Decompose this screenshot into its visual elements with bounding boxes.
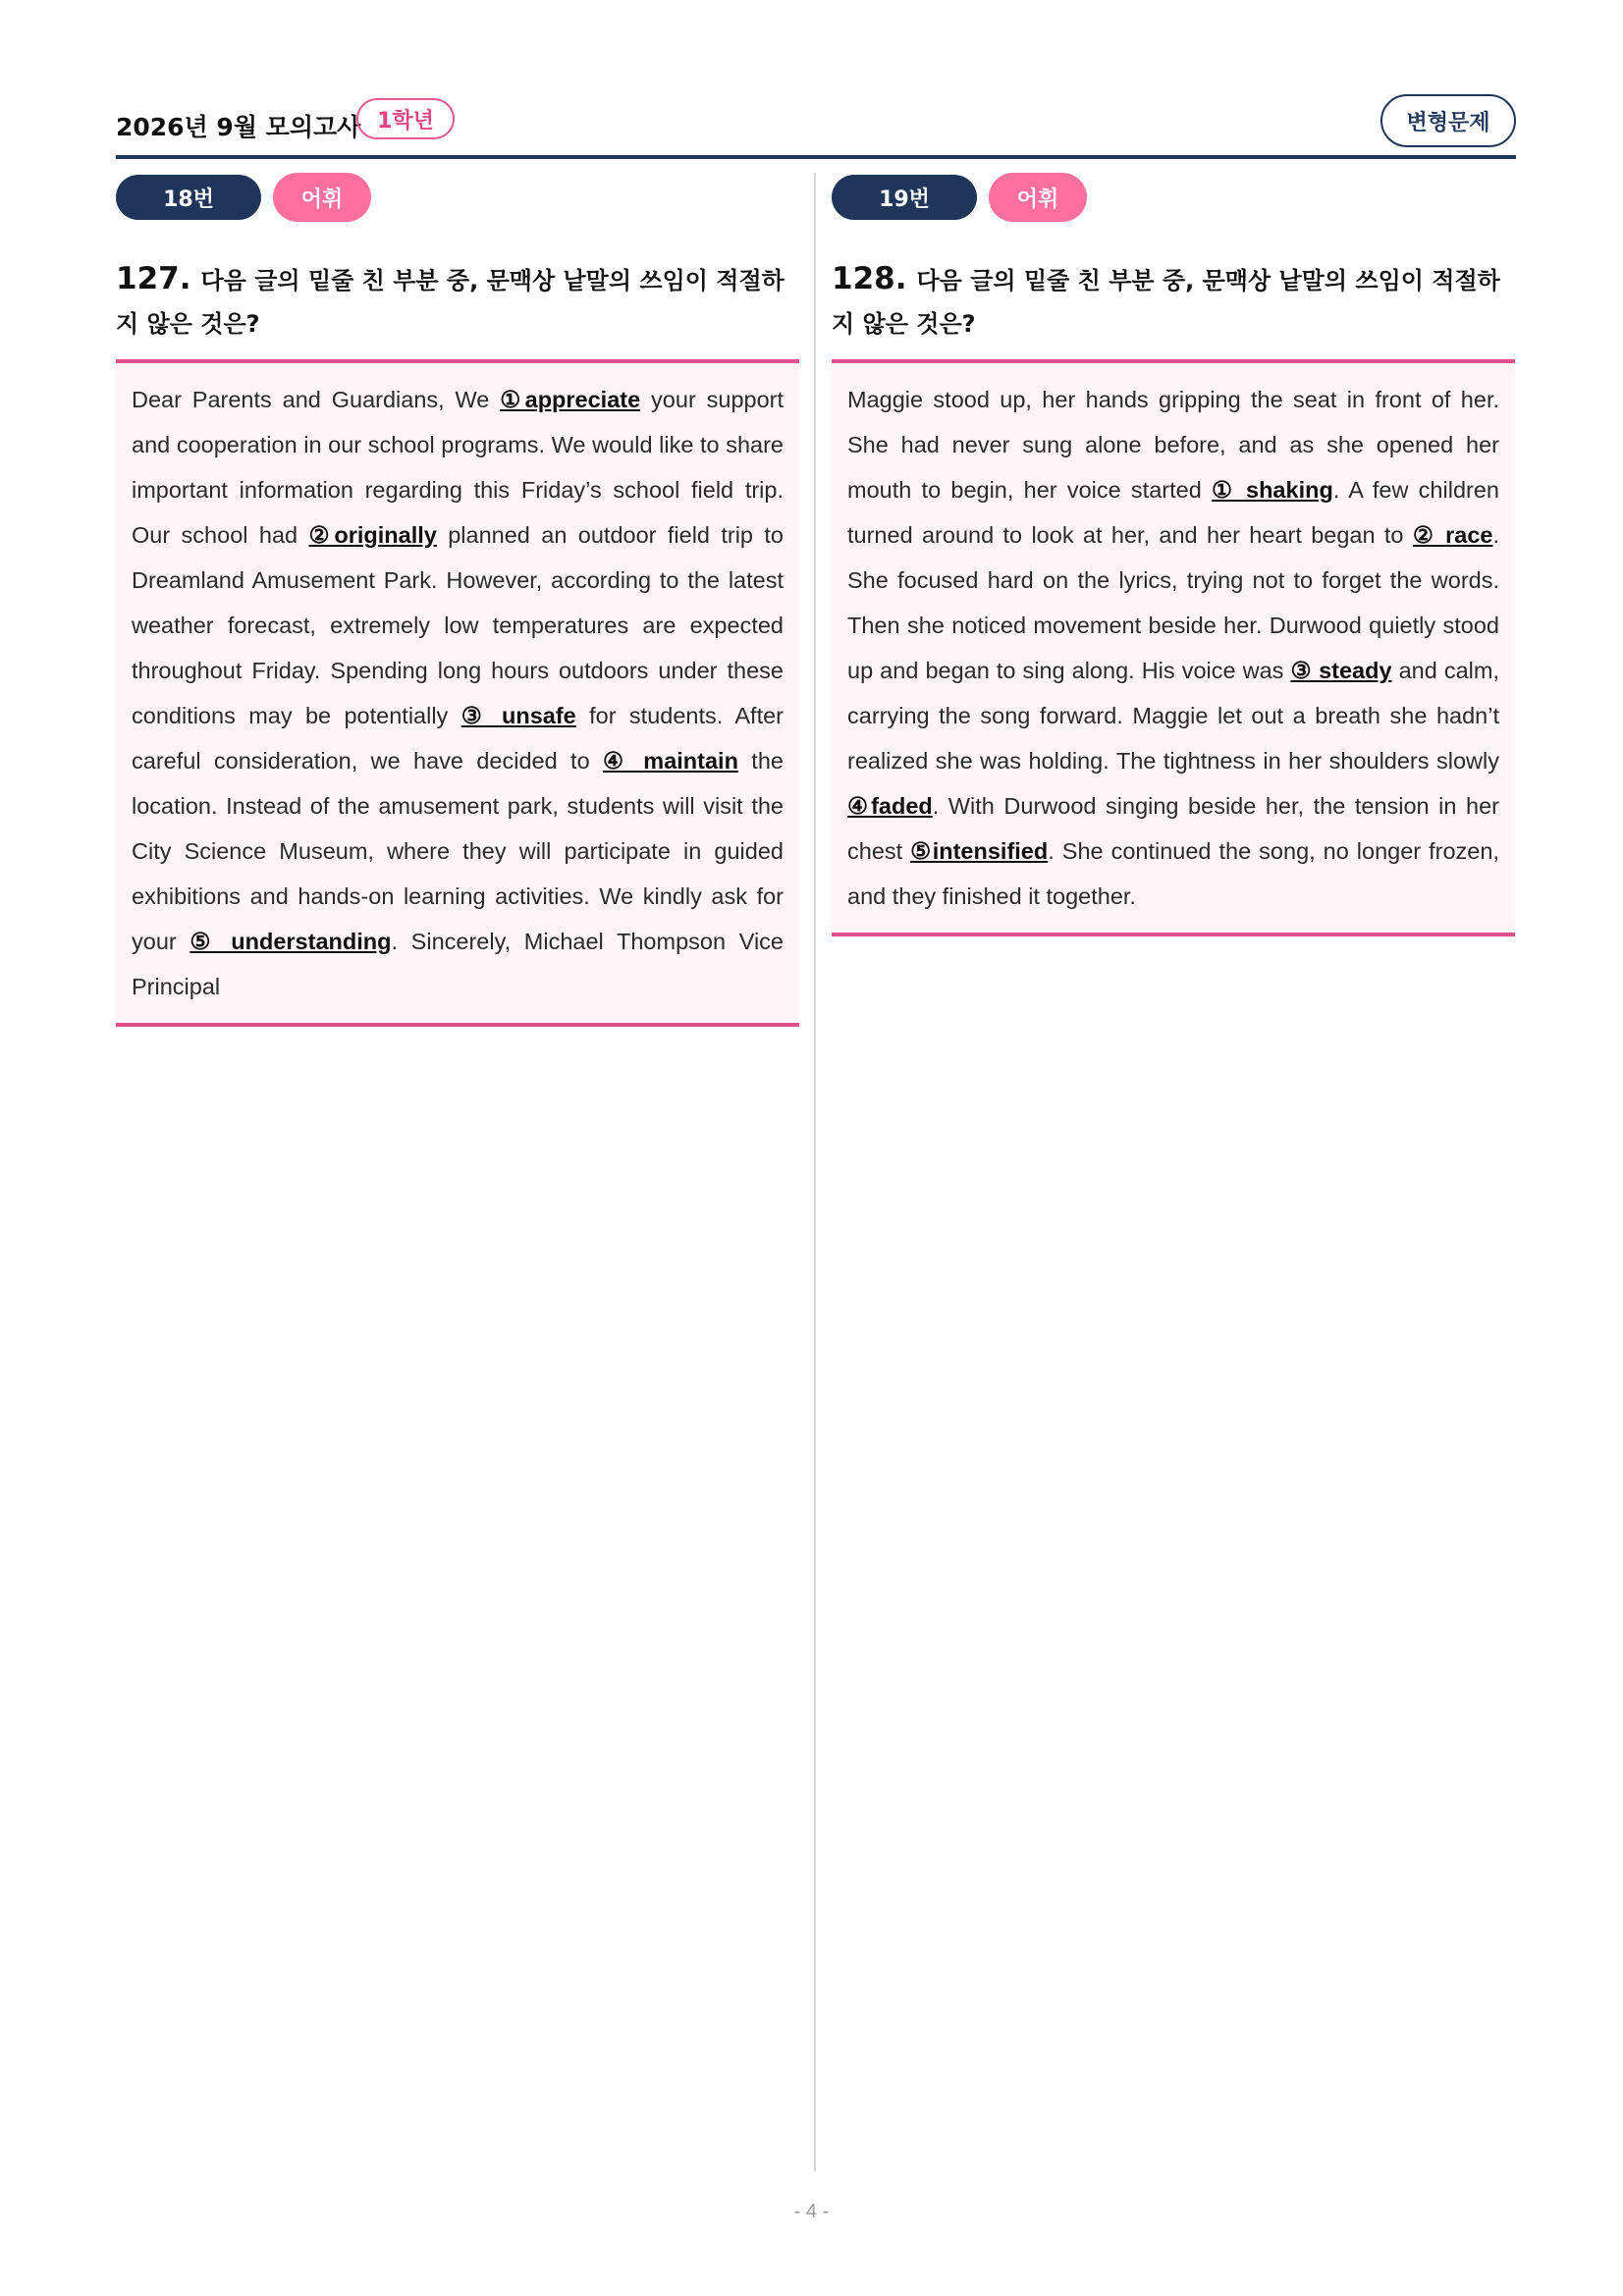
underlined-choice-4: ④ maintain (603, 748, 738, 774)
page-number: - 4 - (793, 2201, 830, 2222)
passage-text: planned an outdoor field trip to Dreamland Amusement Park. However, according to the latest weather forecast, extremely low temperatures are expected throughout Friday. Spending long hours outdoors under these conditions may be potentially (132, 522, 784, 728)
page-header (116, 94, 1516, 155)
question-number: 127. (116, 261, 191, 296)
passage-bottom-rule (832, 933, 1515, 936)
passage-box (116, 363, 799, 1023)
passage-text: . A few children turned around to look at her, and her heart began to (847, 477, 1499, 548)
passage-text: for students. After careful consideration, we have decided to (132, 703, 784, 774)
passage-text: . She focused hard on the lyrics, trying not to forget the words. Then she noticed movement beside her. Durwood quietly stood up and began to sing along. His voice was (847, 522, 1499, 683)
question-number: 128. (832, 261, 907, 296)
question-type-tag: 어휘 (989, 173, 1087, 222)
underlined-choice-2: ②originally (308, 522, 437, 548)
passage-text: . Sincerely, Michael Thompson Vice Principal (132, 929, 784, 999)
passage-text: your support and cooperation in our school programs. We would like to share important information regarding this Friday’s school field trip. Our school had (132, 387, 784, 548)
column-divider (814, 173, 816, 2171)
section-number-tag: 19번 (832, 175, 977, 220)
passage-text: the location. Instead of the amusement park, students will visit the City Science Museum, where they will participate in guided exhibitions and hands-on learning activities. We kindly ask for your (132, 748, 784, 954)
underlined-choice-5: ⑤intensified (910, 838, 1049, 864)
header-divider (116, 155, 1516, 159)
question-prompt (116, 257, 799, 346)
passage-box (832, 363, 1515, 933)
passage-text: Dear Parents and Guardians, We (132, 387, 501, 412)
passage-bottom-rule (116, 1023, 799, 1027)
question-block-128 (832, 173, 1515, 936)
question-prompt (832, 257, 1515, 346)
exam-title: 2026년 9월 모의고사 (116, 113, 361, 141)
section-number-tag: 18번 (116, 175, 261, 220)
underlined-choice-4: ④faded (847, 793, 933, 819)
underlined-choice-3: ③ steady (1290, 658, 1392, 683)
passage-text: Maggie stood up, her hands gripping the seat in front of her. She had never sung alone before, and as she opened her mouth to begin, her voice started (847, 387, 1499, 503)
question-text: 다음 글의 밑줄 친 부분 중, 문맥상 낱말의 쓰임이 적절하지 않은 것은? (116, 267, 784, 338)
underlined-choice-5: ⑤ understanding (189, 929, 392, 954)
question-type-tag: 어휘 (273, 173, 371, 222)
underlined-choice-2: ② race (1412, 522, 1493, 548)
underlined-choice-1: ①appreciate (500, 387, 641, 412)
question-block-127 (116, 173, 799, 1027)
passage-text: and calm, carrying the song forward. Maggie let out a breath she hadn’t realized she was holding. The tightness in her shoulders slowly (847, 658, 1499, 774)
question-tags (116, 173, 799, 222)
question-tags (832, 173, 1515, 222)
question-text: 다음 글의 밑줄 친 부분 중, 문맥상 낱말의 쓰임이 적절하지 않은 것은? (832, 267, 1500, 338)
underlined-choice-3: ③ unsafe (460, 703, 576, 728)
passage-text: . With Durwood singing beside her, the tension in her chest (847, 793, 1499, 864)
grade-badge: 1학년 (356, 98, 455, 139)
underlined-choice-1: ① shaking (1212, 477, 1333, 503)
variant-badge: 변형문제 (1380, 94, 1516, 147)
passage-text: . She continued the song, no longer frozen, and they finished it together. (847, 838, 1499, 909)
